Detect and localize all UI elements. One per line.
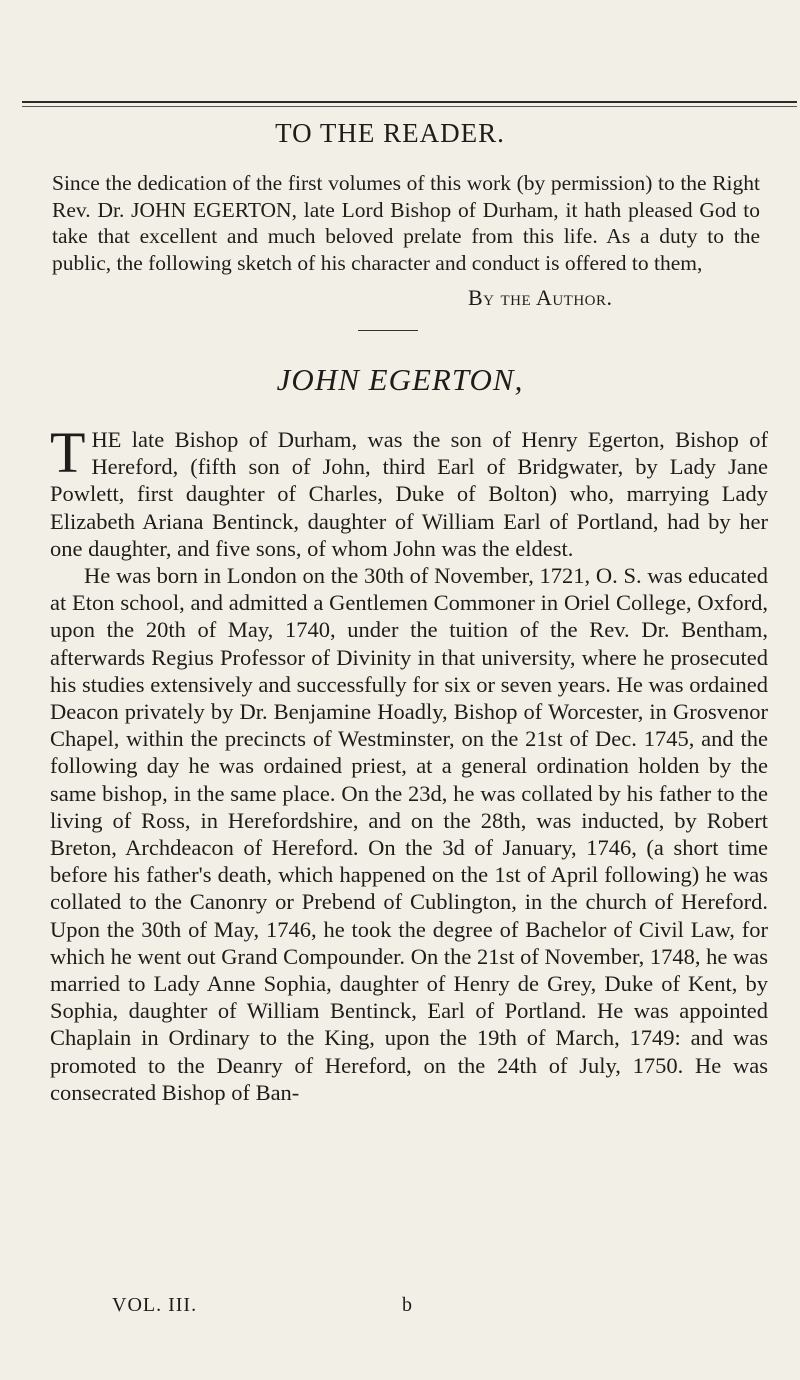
author-signature: By the Author. xyxy=(468,285,613,310)
paragraph-1-text: HE late Bishop of Durham, was the son of Henry Egerton, Bishop of Hereford, (fifth son of John, third Earl of Bridgwater, by Lady Jane Powlett, first daughter of Charles, Duke of Bolton) who, marrying Lady Elizabeth Ariana Bentinck, daughter of William Earl of Portland, had by her one daughter, and five sons, of whom John was the eldest. xyxy=(50,427,768,561)
signature-mark: b xyxy=(402,1294,413,1316)
article-title: JOHN EGERTON, xyxy=(276,362,524,397)
volume-label: VOL. III. xyxy=(112,1294,198,1316)
article-body xyxy=(50,420,768,1106)
page-footer xyxy=(112,1294,632,1317)
page-heading: TO THE READER. xyxy=(275,118,505,148)
paragraph-1 xyxy=(50,420,768,562)
top-rule-thick xyxy=(22,101,797,103)
top-rule-thin xyxy=(22,106,797,107)
paragraph-2: He was born in London on the 30th of November, 1721, O. S. was educated at Eton school, and admitted a Gentlemen Commoner in Oriel College, Oxford, upon the 20th of May, 1740, under the tuition of the Rev. Dr. Bentham, afterwards Regius Professor of Divinity in that university, where he prosecuted his studies extensively and successfully for six or seven years. He was ordained Deacon privately by Dr. Benjamine Hoadly, Bishop of Worcester, in Grosvenor Chapel, within the precincts of Westminster, on the 21st of Dec. 1745, and the following day he was ordained priest, at a general ordination holden by the same bishop, in the same place. On the 23d, he was collated by his father to the living of Ross, in Herefordshire, and on the 28th, was inducted, by Robert Breton, Archdeacon of Hereford. On the 3d of January, 1746, (a short time before his father's death, which happened on the 1st of April following) he was collated to the Canonry or Prebend of Cublington, in the church of Hereford. Upon the 30th of May, 1746, he took the degree of Bachelor of Civil Law, for which he went out Grand Compounder. On the 21st of November, 1748, he was married to Lady Anne Sophia, daughter of Henry de Grey, Duke of Kent, by Sophia, daughter of William Bentinck, Earl of Portland. He was appointed Chaplain in Ordinary to the King, upon the 19th of March, 1749: and was promoted to the Deanry of Hereford, on the 24th of July, 1750. He was consecrated Bishop of Ban- xyxy=(50,563,768,1105)
dedication-note: Since the dedication of the first volumes of this work (by permission) to the Right Rev. Dr. JOHN EGERTON, late Lord Bishop of Durham, it hath pleased God to take that excellent and much beloved prelate from this life. As a duty to the public, the following sketch of his character and conduct is offered to them, xyxy=(52,171,760,275)
drop-cap: T xyxy=(50,420,86,485)
section-divider xyxy=(358,330,418,331)
